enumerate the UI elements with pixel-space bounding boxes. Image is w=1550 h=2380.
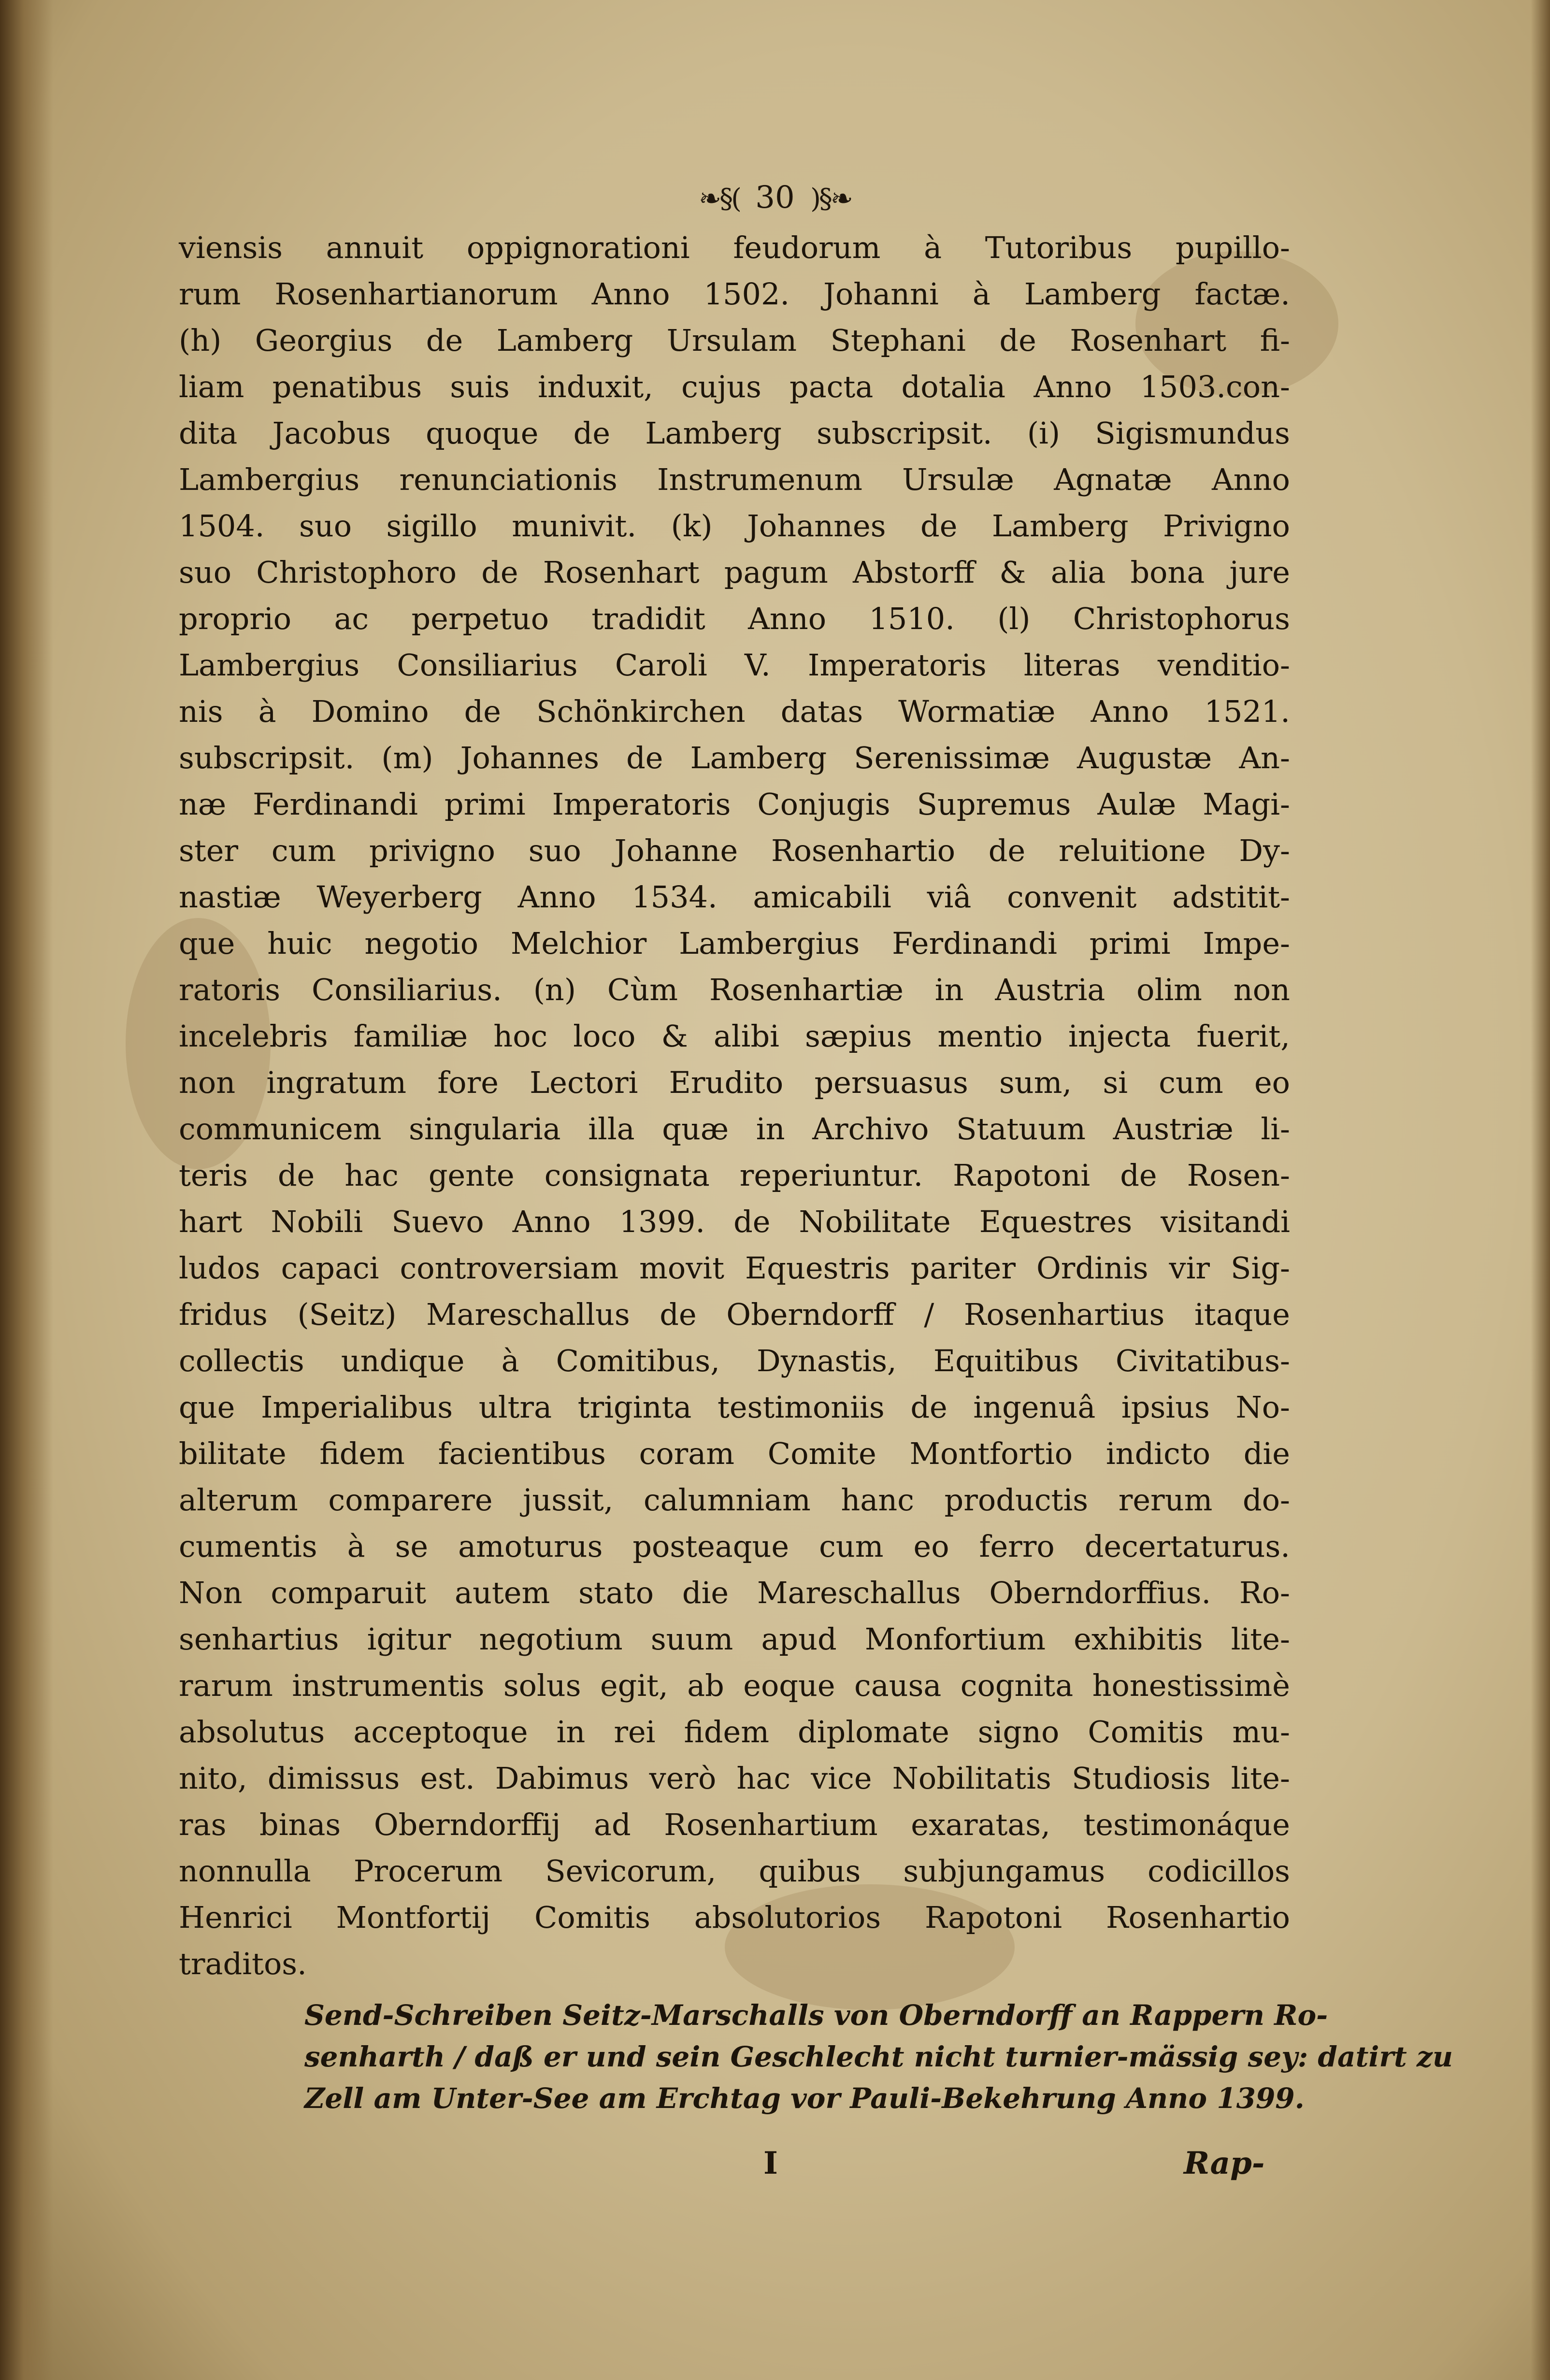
catchword: Rap- xyxy=(1184,2145,1265,2181)
text-line: Non comparuit autem stato die Mareschallus Oberndorffius. Ro- xyxy=(179,1575,1290,1610)
page-header xyxy=(0,180,1550,215)
text-line: subscripsit. (m) Johannes de Lamberg Serenissimæ Augustæ An- xyxy=(179,740,1290,775)
page-number: 30 xyxy=(755,180,795,215)
text-line: (h) Georgius de Lamberg Ursulam Stephani de Rosenhart fi- xyxy=(179,323,1290,358)
text-line: incelebris familiæ hoc loco & alibi sæpius mentio injecta fuerit, xyxy=(179,1018,1290,1054)
text-line: suo Christophoro de Rosenhart pagum Abstorff & alia bona jure xyxy=(179,555,1290,590)
heading-line: senharth / daß er und sein Geschlecht nicht turnier-mässig sey: datirt zu xyxy=(304,2040,1453,2073)
gutter-shadow xyxy=(0,0,53,2380)
text-line: fridus (Seitz) Mareschallus de Oberndorff / Rosenhartius itaque xyxy=(179,1297,1290,1332)
text-line: senhartius igitur negotium suum apud Monfortium exhibitis lite- xyxy=(179,1621,1290,1657)
text-line: ludos capaci controversiam movit Equestris pariter Ordinis vir Sig- xyxy=(179,1250,1290,1286)
text-line: viensis annuit oppignorationi feudorum à Tutoribus pupillo- xyxy=(179,230,1290,265)
text-line: nis à Domino de Schönkirchen datas Wormatiæ Anno 1521. xyxy=(179,694,1290,729)
text-line: rum Rosenhartianorum Anno 1502. Johanni à Lamberg factæ. xyxy=(179,276,1290,312)
text-line: Henrici Montfortij Comitis absolutorios Rapotoni Rosenhartio xyxy=(179,1900,1290,1935)
text-line: traditos. xyxy=(179,1946,307,1981)
text-line: liam penatibus suis induxit, cujus pacta dotalia Anno 1503.con- xyxy=(179,369,1290,404)
text-line: communicem singularia illa quæ in Archivo Statuum Austriæ li- xyxy=(179,1111,1290,1147)
german-section-heading xyxy=(304,1994,1453,2119)
text-line: næ Ferdinandi primi Imperatoris Conjugis Supremus Aulæ Magi- xyxy=(179,787,1290,822)
text-line: ratoris Consiliarius. (n) Cùm Rosenhartiæ in Austria olim non xyxy=(179,972,1290,1007)
text-line: que huic negotio Melchior Lambergius Ferdinandi primi Impe- xyxy=(179,926,1290,961)
text-line: ster cum privigno suo Johanne Rosenhartio de reluitione Dy- xyxy=(179,833,1290,868)
text-line: absolutus acceptoque in rei fidem diplomate signo Comitis mu- xyxy=(179,1714,1290,1749)
text-line: hart Nobili Suevo Anno 1399. de Nobilitate Equestres visitandi xyxy=(179,1204,1290,1239)
text-line: bilitate fidem facientibus coram Comite Montfortio indicto die xyxy=(179,1436,1290,1471)
header-ornament-right: )§❧ xyxy=(810,183,851,215)
text-line: nastiæ Weyerberg Anno 1534. amicabili viâ convenit adstitit- xyxy=(179,879,1290,915)
text-line: non ingratum fore Lectori Erudito persuasus sum, si cum eo xyxy=(179,1065,1290,1100)
body-text xyxy=(179,225,1290,1987)
text-line: que Imperialibus ultra triginta testimoniis de ingenuâ ipsius No- xyxy=(179,1390,1290,1425)
text-line: proprio ac perpetuo tradidit Anno 1510. (l) Christophorus xyxy=(179,601,1290,636)
text-line: 1504. suo sigillo munivit. (k) Johannes de Lamberg Privigno xyxy=(179,508,1290,544)
page-edge xyxy=(1531,0,1550,2380)
text-line: teris de hac gente consignata reperiuntur. Rapotoni de Rosen- xyxy=(179,1158,1290,1193)
text-line: cumentis à se amoturus posteaque cum eo ferro decertaturus. xyxy=(179,1529,1290,1564)
text-line: Lambergius renunciationis Instrumenum Ursulæ Agnatæ Anno xyxy=(179,462,1290,497)
text-line: alterum comparere jussit, calumniam hanc productis rerum do- xyxy=(179,1482,1290,1518)
text-line: nonnulla Procerum Sevicorum, quibus subjungamus codicillos xyxy=(179,1853,1290,1889)
text-line: rarum instrumentis solus egit, ab eoque causa cognita honestissimè xyxy=(179,1668,1290,1703)
text-line: nito, dimissus est. Dabimus verò hac vice Nobilitatis Studiosis lite- xyxy=(179,1761,1290,1796)
heading-line: Send-Schreiben Seitz-Marschalls von Oberndorff an Rappern Ro- xyxy=(304,1999,1328,2032)
text-line: Lambergius Consiliarius Caroli V. Imperatoris literas venditio- xyxy=(179,647,1290,683)
text-line: ras binas Oberndorffij ad Rosenhartium exaratas, testimonáque xyxy=(179,1807,1290,1842)
text-line: dita Jacobus quoque de Lamberg subscripsit. (i) Sigismundus xyxy=(179,416,1290,451)
heading-line: Zell am Unter-See am Erchtag vor Pauli-Bekehrung Anno 1399. xyxy=(304,2082,1305,2115)
header-ornament-left: ❧§( xyxy=(699,183,740,215)
signature-mark: I xyxy=(763,2145,778,2181)
text-line: collectis undique à Comitibus, Dynastis, Equitibus Civitatibus- xyxy=(179,1343,1290,1378)
